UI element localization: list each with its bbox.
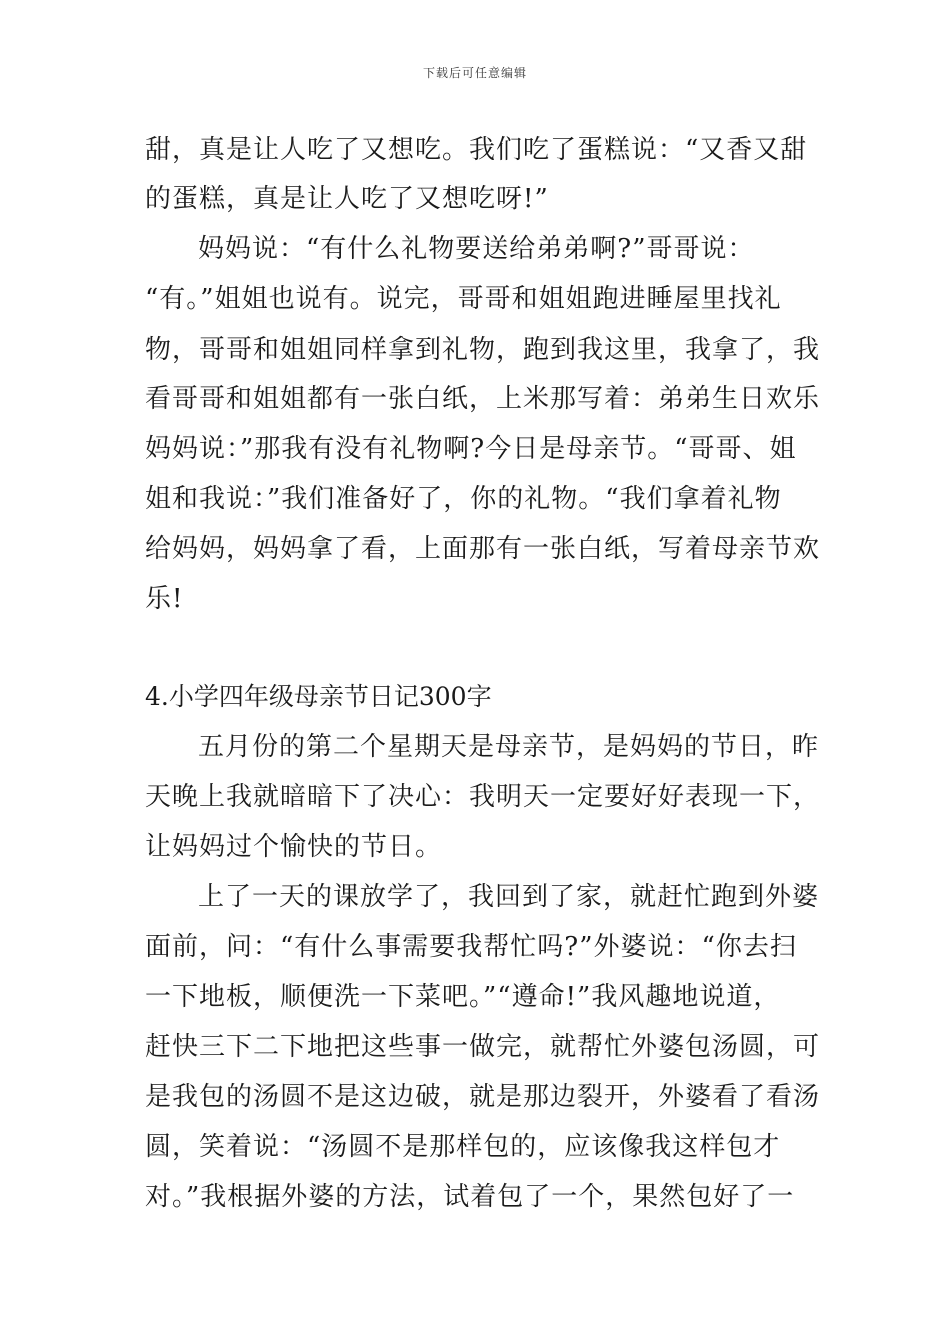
text-line: “有。”姐姐也说有。说完，哥哥和姐姐跑进睡屋里找礼 bbox=[145, 284, 782, 314]
text-line: 乐! bbox=[145, 584, 184, 614]
text-line: 甜，真是让人吃了又想吃。我们吃了蛋糕说：“又香又甜 bbox=[145, 135, 808, 165]
text-line: 给妈妈，妈妈拿了看，上面那有一张白纸，写着母亲节欢 bbox=[145, 534, 821, 564]
text-line: 妈妈说：“有什么礼物要送给弟弟啊?”哥哥说： bbox=[198, 234, 755, 264]
text-line: 妈妈说：”那我有没有礼物啊?今日是母亲节。“哥哥、姐 bbox=[145, 434, 797, 464]
text-line: 姐和我说：”我们准备好了，你的礼物。“我们拿着礼物 bbox=[145, 484, 782, 514]
text-line: 圆，笑着说：“汤圆不是那样包的，应该像我这样包才 bbox=[145, 1132, 781, 1162]
text-line: 面前，问：“有什么事需要我帮忙吗?”外婆说：“你去扫 bbox=[145, 932, 797, 962]
page-header: 下载后可任意编辑 bbox=[422, 66, 527, 80]
text-line: 物，哥哥和姐姐同样拿到礼物，跑到我这里，我拿了，我 bbox=[145, 335, 821, 365]
text-line: 让妈妈过个愉快的节日。 bbox=[145, 832, 443, 862]
text-line: 赶快三下二下地把这些事一做完，就帮忙外婆包汤圆，可 bbox=[145, 1032, 821, 1062]
text-line: 对。”我根据外婆的方法，试着包了一个，果然包好了一 bbox=[145, 1182, 795, 1212]
text-line: 一下地板，顺便洗一下菜吧。”“遵命!”我风趣地说道， bbox=[145, 982, 781, 1012]
text-line: 的蛋糕，真是让人吃了又想吃呀!” bbox=[145, 184, 549, 214]
text-line: 看哥哥和姐姐都有一张白纸，上米那写着：弟弟生日欢乐 bbox=[145, 384, 821, 414]
text-line: 是我包的汤圆不是这边破，就是那边裂开，外婆看了看汤 bbox=[145, 1082, 821, 1112]
section-title: 4.小学四年级母亲节日记300字 bbox=[145, 682, 492, 711]
text-line: 五月份的第二个星期天是母亲节，是妈妈的节日，昨 bbox=[198, 732, 820, 762]
text-line: 上了一天的课放学了，我回到了家，就赶忙跑到外婆 bbox=[198, 882, 820, 912]
text-line: 天晚上我就暗暗下了决心：我明天一定要好好表现一下， bbox=[145, 782, 821, 812]
